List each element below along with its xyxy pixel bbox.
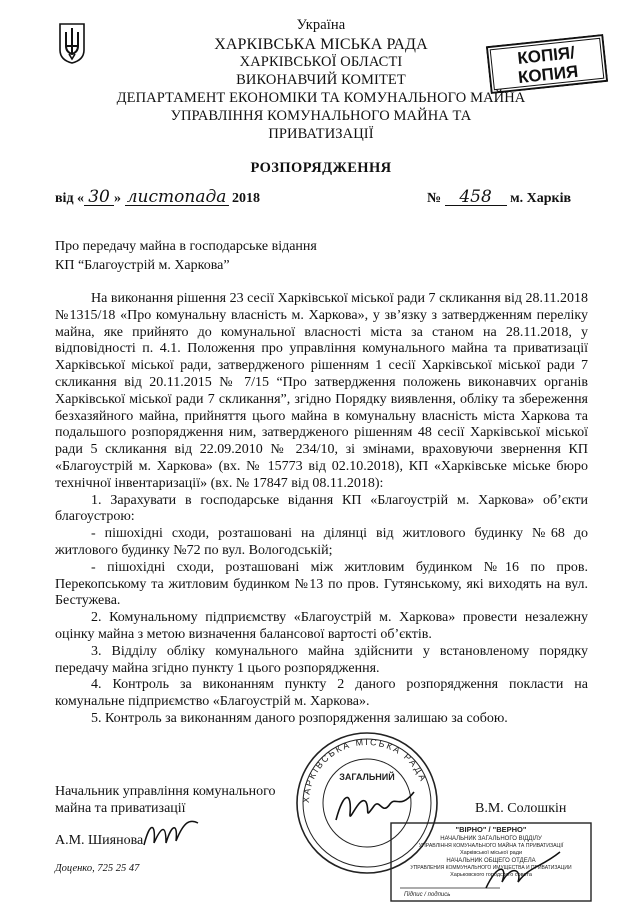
- date-prefix: від «: [55, 191, 85, 206]
- verify-line6: УПРАВЛЕНИЯ КОММУНАЛЬНОГО ИМУЩЕСТВА И ПРИВАТИЗАЦИИ: [410, 865, 572, 871]
- coat-of-arms-icon: [58, 22, 86, 64]
- date-mid: »: [114, 191, 122, 206]
- body-item-1a: - пішохідні сходи, розташовані на ділянці від житлового будинку №68 до житлового будинку №72 по вул. Вологодській;: [55, 526, 588, 558]
- header-council: ХАРКІВСЬКА МІСЬКА РАДА: [214, 36, 428, 53]
- position-line1: Начальник управління комунального: [55, 784, 276, 799]
- subject-line1: Про передачу майна в господарське відання: [55, 239, 317, 254]
- verify-line1: "ВІРНО" / "ВЕРНО": [455, 825, 527, 834]
- date-day: 30: [84, 189, 114, 206]
- body-item-1b: - пішохідні сходи, розташовані між житловим будинком №16 по пров. Перекопському та житловим будинком №13 по пров. Гутянському, які виходять на вул. Бестужева.: [55, 559, 588, 609]
- signatory-name: В.М. Солошкін: [475, 801, 567, 816]
- verify-line7: Харьковского городского совета: [450, 872, 532, 878]
- verify-line4: Харківської міської ради: [459, 850, 523, 856]
- document-number: 458: [445, 189, 507, 206]
- copy-stamp-line1: КОПІЯ/: [516, 43, 576, 68]
- number-prefix: №: [427, 191, 442, 206]
- body-item-3: 3. Відділу обліку комунального майна здійснити у встановленому порядку передачу майна згідно пункту 1 цього розпорядження.: [55, 643, 588, 676]
- date-field: [55, 189, 260, 207]
- header-region: ХАРКІВСЬКОЇ ОБЛАСТІ: [239, 54, 403, 70]
- signature-position: [55, 783, 276, 817]
- header-office-line2: ПРИВАТИЗАЦІЇ: [268, 126, 374, 142]
- header-department: ДЕПАРТАМЕНТ ЕКОНОМІКИ ТА КОМУНАЛЬНОГО МАЙНА: [116, 90, 526, 106]
- approver-name: А.М. Шиянова: [55, 833, 144, 848]
- header-committee: ВИКОНАВЧИЙ КОМІТЕТ: [236, 72, 406, 88]
- verify-line8: Підпис / подпись: [404, 892, 451, 898]
- executor-info: Доценко, 725 25 47: [55, 863, 140, 874]
- body-item-2: 2. Комунальному підприємству «Благоустрій м. Харкова» провести незалежну оцінку майна з метою визначення балансової вартості об’єктів.: [55, 610, 588, 642]
- position-line2: майна та приватизації: [55, 801, 186, 816]
- verify-line5: НАЧАЛЬНИК ОБЩЕГО ОТДЕЛА: [446, 858, 536, 864]
- header-office-line1: УПРАВЛІННЯ КОМУНАЛЬНОГО МАЙНА ТА: [170, 108, 472, 124]
- copy-stamp-line2: КОПИЯ: [517, 61, 580, 88]
- document-title: РОЗПОРЯДЖЕННЯ: [250, 160, 392, 176]
- header-country: Україна: [296, 17, 346, 33]
- body-item-1: 1. Зарахувати в господарське відання КП «Благоустрій м. Харкова» об’єкти благоустрою:: [55, 492, 588, 525]
- body-item-5: 5. Контроль за виконанням даного розпорядження залишаю за собою.: [91, 710, 508, 726]
- date-year: 2018: [232, 191, 261, 206]
- body-text: [55, 291, 588, 728]
- number-field: [427, 189, 571, 207]
- body-intro: На виконання рішення 23 сесії Харківської міської ради 7 скликання від 28.11.2018 №1315/18 «Про комунальну власність м. Харкова», у зв’язку з затвердженням переліку майна, яке прийнято до комунальної власності міста за станом на 28.11.2018, у відповідності п. 4.1. Положення про управління комунального майна та приватизації Харківської міської ради, затвердженого рішенням 1 сесії Харківської міської ради 7 скликання від 20.11.2015 № 7/15 “Про затвердження положень виконавчих органів Харківської міської ради 7 скликання”, згідно Порядку виявлення, обліку та збереження безхазяйного майна, прийняття цього майна в комунальну власність міста Харкова та подальшого розпорядження ним, затвердженого рішенням 48 сесії Харківської міської ради 5 скликання від 22.09.2010 № 234/10, зі змінами, враховуючи звернення КП «Благоустрій м. Харкова» (вх. № 15773 від 02.10.2018), КП «Харківське міське бюро технічної інвентаризації» (вх. № 17847 від 08.11.2018):: [55, 291, 588, 491]
- verify-line2: НАЧАЛЬНИК ЗАГАЛЬНОГО ВІДДІЛУ: [440, 836, 542, 842]
- seal-center-text: ЗАГАЛЬНИЙ: [339, 772, 395, 782]
- body-item-4: 4. Контроль за виконанням пункту 2 даного розпорядження покласти на комунальне підприємство «Благоустрій м. Харкова».: [55, 677, 588, 710]
- subject-line2: КП “Благоустрій м. Харкова”: [55, 258, 230, 273]
- document-subject: [55, 237, 317, 275]
- seal-ring-text: ХАРКІВСЬКА МІСЬКА РАДА: [300, 736, 429, 804]
- approver-signature: [140, 815, 202, 855]
- document-city: м. Харків: [510, 191, 572, 206]
- verify-stamp: [390, 822, 592, 902]
- date-month: листопада: [125, 189, 229, 206]
- verify-line3: УПРАВЛІННЯ КОМУНАЛЬНОГО МАЙНА ТА ПРИВАТИЗАЦІЇ: [418, 843, 564, 849]
